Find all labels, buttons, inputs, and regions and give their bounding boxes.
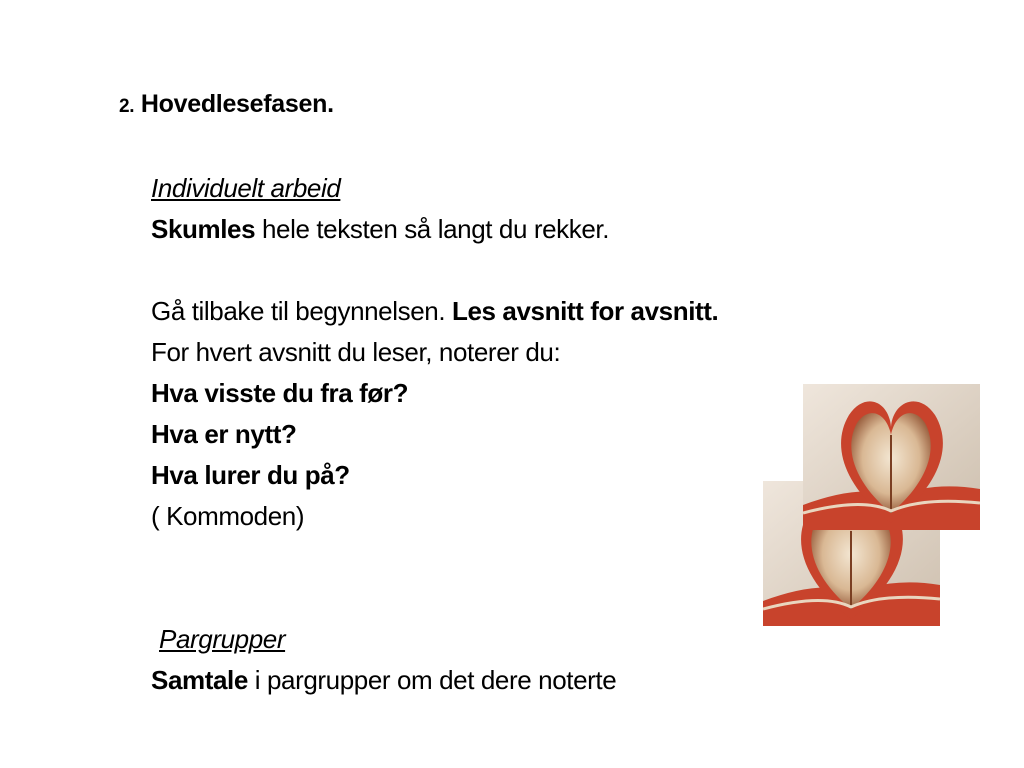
question-new: Hva er nytt? [151, 419, 297, 449]
skim-rest: hele teksten så langt du rekker. [255, 214, 610, 244]
spacer [151, 250, 718, 291]
paren-note: ( Kommoden) [151, 501, 305, 531]
slide-heading [119, 90, 334, 119]
note-intro: For hvert avsnitt du leser, noterer du: [151, 337, 561, 367]
heading-number: 2. [119, 96, 135, 117]
question-wonder: Hva lurer du på? [151, 460, 350, 490]
back-text: Gå tilbake til begynnelsen. [151, 296, 452, 326]
heading-title: Hovedlesefasen. [140, 90, 334, 118]
heart-book-icon [803, 384, 980, 530]
talk-rest: i pargrupper om det dere noterte [247, 665, 617, 695]
individual-section [151, 168, 718, 537]
skim-bold: Skumles [151, 214, 256, 244]
pairs-section [151, 619, 616, 701]
back-bold: Les avsnitt for avsnitt. [452, 296, 719, 326]
talk-bold: Samtale [151, 665, 248, 695]
talk-line [151, 660, 616, 701]
skim-line [151, 209, 718, 250]
pairs-subtitle: Pargrupper [159, 624, 286, 654]
individual-subtitle: Individuelt arbeid [151, 173, 341, 203]
question-known: Hva visste du fra før? [151, 378, 409, 408]
back-line [151, 291, 718, 332]
